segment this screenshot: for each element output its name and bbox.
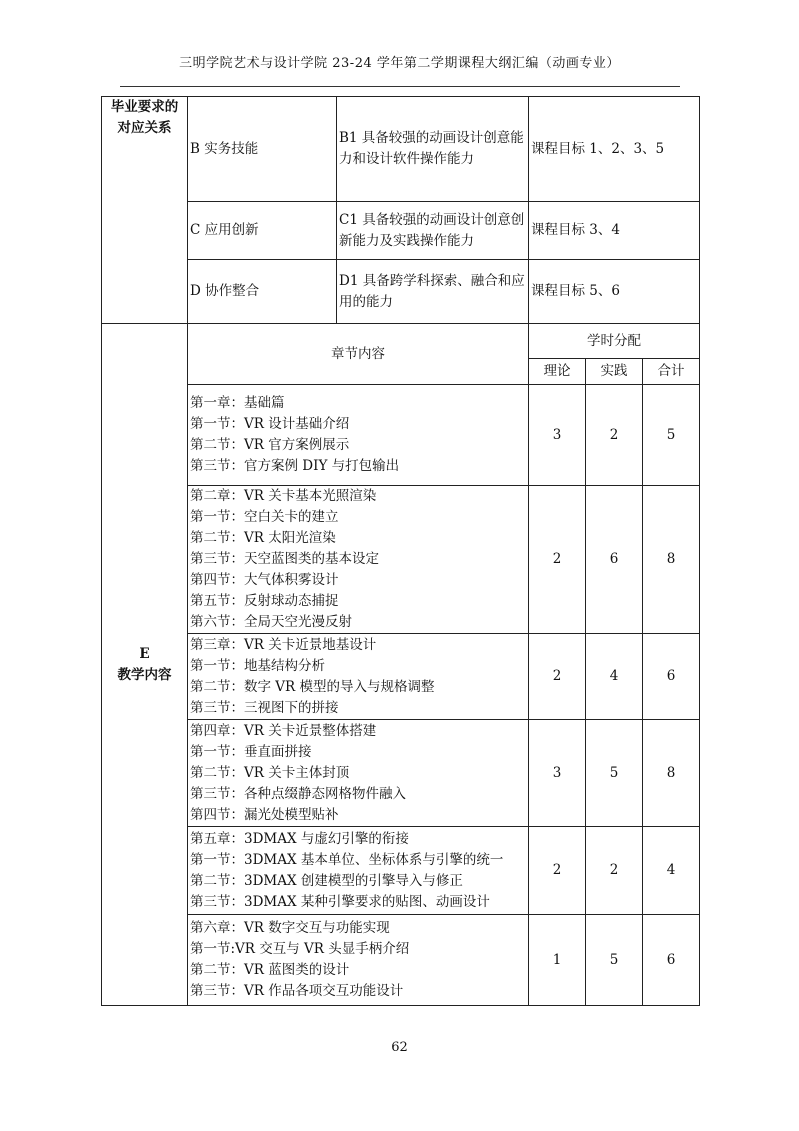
requirement-indicator: D1 具备跨学科探索、融合和应用的能力: [337, 260, 529, 324]
chapter-line: 第二节：数字 VR 模型的导入与规格调整: [190, 678, 435, 695]
chapter-line: 第五节：反射球动态捕捉: [190, 593, 339, 609]
chapter-line: 第一节：3DMAX 基本单位、坐标体系与引擎的统一: [190, 851, 504, 868]
chapter-row: [102, 915, 700, 1006]
chapter-line: 第四节：大气体积雾设计: [190, 572, 339, 588]
chapter-row: [102, 385, 700, 486]
chapter-line: 第三章：VR 关卡近景地基设计: [190, 636, 377, 653]
chapter-line: 第二节：VR 关卡主体封顶: [190, 764, 350, 781]
chapter-row: [102, 634, 700, 720]
practice-hours: 4: [586, 634, 643, 720]
chapter-line: 第一节：垂直面拼接: [190, 743, 312, 760]
practice-hours: 5: [586, 720, 643, 827]
content-label-line1: E: [139, 645, 150, 662]
theory-hours: 3: [529, 385, 586, 486]
chapter-line: 第四章：VR 关卡近景整体搭建: [190, 722, 377, 739]
requirements-row-label: [102, 97, 188, 324]
chapter-line: 第二节：VR 蓝图类的设计: [190, 962, 350, 978]
page-number: 62: [391, 1040, 408, 1055]
syllabus-table: [101, 96, 700, 1006]
requirement-row: [102, 97, 700, 202]
chapter-line: 第三节：各种点缀静态网格物件融入: [190, 785, 406, 802]
page-header: 三明学院艺术与设计学院 23-24 学年第二学期课程大纲汇编（动画专业）: [179, 56, 620, 71]
chapter-line: 第三节：VR 作品各项交互功能设计: [190, 983, 404, 999]
practice-hours: 6: [586, 486, 643, 634]
practice-hours: 5: [586, 915, 643, 1006]
requirement-category: D 协作整合: [188, 260, 337, 324]
chapter-content: [188, 385, 529, 486]
header-rule: [120, 86, 680, 87]
theory-hours: 3: [529, 720, 586, 827]
chapter-line: 第二章：VR 关卡基本光照渲染: [190, 488, 377, 504]
chapter-header: 章节内容: [188, 324, 529, 385]
chapter-row: [102, 720, 700, 827]
chapter-line: 第一节：VR 设计基础介绍: [190, 416, 350, 432]
requirement-row: [102, 202, 700, 260]
total-hours: 8: [643, 720, 700, 827]
requirements-label-line2: 对应关系: [117, 120, 172, 136]
chapter-line: 第三节：天空蓝图类的基本设定: [190, 551, 379, 567]
chapter-line: 第一节：地基结构分析: [190, 657, 325, 674]
requirement-targets: 课程目标 3、4: [529, 202, 700, 260]
chapter-line: 第一节:VR 交互与 VR 头显手柄介绍: [190, 941, 410, 957]
total-hours: 6: [643, 634, 700, 720]
requirement-targets: 课程目标 5、6: [529, 260, 700, 324]
requirement-category: C 应用创新: [188, 202, 337, 260]
chapter-content: [188, 827, 529, 915]
chapter-line: 第六节：全局天空光漫反射: [190, 614, 352, 630]
chapter-line: 第二节：3DMAX 创建模型的引擎导入与修正: [190, 872, 463, 889]
theory-hours: 2: [529, 827, 586, 915]
total-hours: 8: [643, 486, 700, 634]
chapter-line: 第三节：三视图下的拼接: [190, 699, 339, 716]
requirements-label-line1: 毕业要求的: [110, 99, 179, 115]
chapter-content: [188, 915, 529, 1006]
chapter-line: 第二节：VR 太阳光渲染: [190, 530, 336, 546]
requirement-category: B 实务技能: [188, 97, 337, 202]
requirement-row: [102, 260, 700, 324]
requirement-targets: 课程目标 1、2、3、5: [529, 97, 700, 202]
theory-hours: 2: [529, 634, 586, 720]
total-hours: 5: [643, 385, 700, 486]
theory-hours: 2: [529, 486, 586, 634]
theory-header: 理论: [529, 359, 586, 385]
theory-hours: 1: [529, 915, 586, 1006]
requirement-indicator: B1 具备较强的动画设计创意能力和设计软件操作能力: [337, 97, 529, 202]
total-hours: 6: [643, 915, 700, 1006]
content-row-label: [102, 324, 188, 1006]
practice-hours: 2: [586, 385, 643, 486]
chapter-row: [102, 486, 700, 634]
chapter-line: 第二节：VR 官方案例展示: [190, 437, 350, 453]
hours-header: 学时分配: [529, 324, 700, 359]
practice-hours: 2: [586, 827, 643, 915]
chapter-content: [188, 720, 529, 827]
chapter-content: [188, 486, 529, 634]
requirement-indicator: C1 具备较强的动画设计创意创新能力及实践操作能力: [337, 202, 529, 260]
content-header-row: [102, 324, 700, 359]
chapter-line: 第六章：VR 数字交互与功能实现: [190, 920, 390, 936]
total-hours: 4: [643, 827, 700, 915]
chapter-line: 第三节：3DMAX 某种引擎要求的贴图、动画设计: [190, 893, 490, 910]
practice-header: 实践: [586, 359, 643, 385]
chapter-row: [102, 827, 700, 915]
chapter-line: 第四节：漏光处模型贴补: [190, 806, 339, 823]
total-header: 合计: [643, 359, 700, 385]
chapter-line: 第五章：3DMAX 与虚幻引擎的衔接: [190, 830, 409, 847]
chapter-line: 第三节：官方案例 DIY 与打包输出: [190, 458, 400, 474]
chapter-line: 第一节：空白关卡的建立: [190, 509, 339, 525]
content-label-line2: 教学内容: [117, 666, 172, 683]
chapter-line: 第一章：基础篇: [190, 395, 285, 411]
chapter-content: [188, 634, 529, 720]
